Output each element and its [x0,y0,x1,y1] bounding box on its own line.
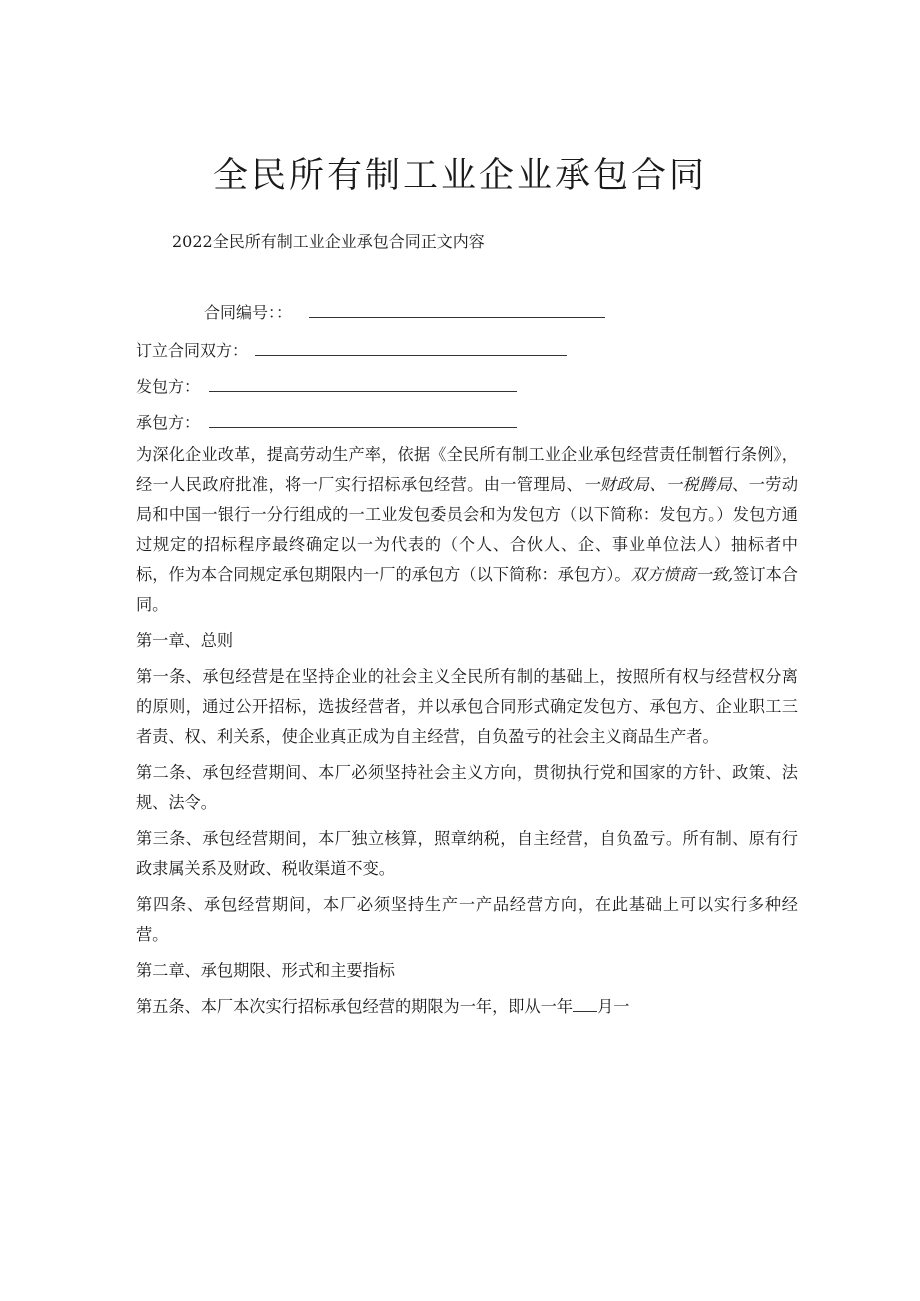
contractor-blank[interactable] [209,413,517,428]
document-title: 全民所有制工业企业承包合同 [212,156,707,196]
document-subtitle: 2022全民所有制工业企业承包合同正文内容 [172,232,485,251]
chapter-1-heading: 第一章、总则 [136,631,234,650]
preamble-paragraph [136,440,798,620]
parties-blank[interactable] [255,341,567,356]
preamble-text-2: 、一劳动局和中国一银行一分行组成的一工业发包委员会和为发包方（以下简称：发包方。）发包方通过规定的招标程序最终确定以一为代表的（个人、合伙人、企、事业单位法人）抽标者中标，作为本合同规定承包期限内一厂的承包方（以下简称：承包方）。 [136,475,799,584]
contract-number-blank[interactable] [309,303,605,318]
contract-body [136,440,798,1028]
article-5-text: 第五条、本厂本次实行招标承包经营的期限为一年，即从一年 [136,997,574,1016]
parties-row [136,338,567,361]
contractor-label: 承包方： [136,413,201,432]
contractor-row [136,410,517,433]
article-5-month: 月一 [597,997,630,1016]
chapter-2-heading: 第二章、承包期限、形式和主要指标 [136,961,395,980]
contract-number-row [204,300,605,323]
article-4: 第四条、承包经营期间，本厂必须坚持生产一产品经营方向，在此基础上可以实行多种经营。 [136,895,798,944]
article-5 [136,992,798,1022]
preamble-text-3: 签订本合同。 [136,565,798,614]
issuer-blank[interactable] [209,377,517,392]
article-3: 第三条、承包经营期间，本厂独立核算，照章纳税，自主经营，自负盈亏。所有制、原有行政隶属关系及财政、税收渠道不变。 [136,829,798,878]
parties-label: 订立合同双方： [136,341,249,360]
article-2: 第二条、承包经营期间、本厂必须坚持社会主义方向，贯彻执行党和国家的方针、政策、法规、法令。 [136,763,798,812]
issuer-row [136,374,517,397]
contract-number-label: 合同编号：： [204,303,293,322]
preamble-italic-1: 一财政局、一税腾局 [583,475,733,494]
article-5-blank[interactable] [573,997,597,1012]
article-1: 第一条、承包经营是在坚持企业的社会主义全民所有制的基础上，按照所有权与经营权分离的原则，通过公开招标，选拔经营者，并以承包合同形式确定发包方、承包方、企业职工三者责、权、利关系，使企业真正成为自主经营，自负盈亏的社会主义商品生产者。 [136,667,798,746]
preamble-italic-2: 双方愤商一致, [630,565,734,584]
issuer-label: 发包方： [136,377,201,396]
preamble-text-1: 为深化企业改革，提高劳动生产率，依据《全民所有制工业企业承包经营责任制暂行条例》，经一人民政府批准，将一厂实行招标承包经营。由一管理局、 [136,445,798,494]
